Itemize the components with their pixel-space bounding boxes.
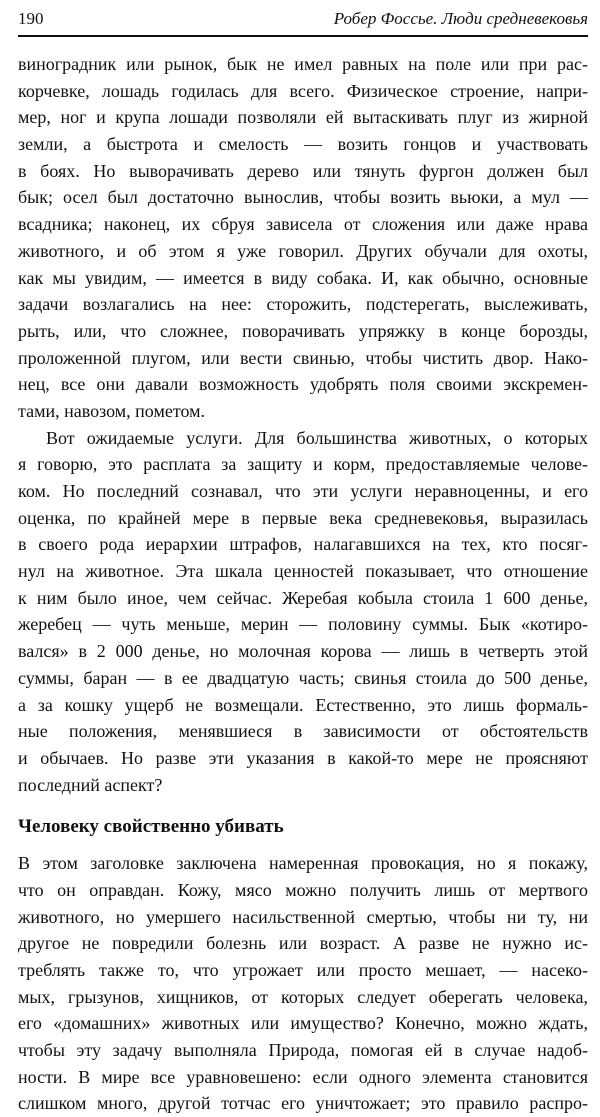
text-line: как мы увидим, — имеется в виду собака. И, как обычно, основные [18,267,588,288]
text-line: земли, а быстрота и смелость — возить гонцов и участвовать [18,134,588,155]
text-line: мер, ног и крупа лошади позволяли ей вытаскивать плуг из жирной [18,107,588,128]
text-line: ные положения, менявшиеся в зависимости от обстоятельств [18,721,588,742]
section-heading: Человеку свойственно убивать [18,816,284,838]
text-line: нец, все они давали возможность удобрять поля своими экскремен- [18,374,588,395]
text-line: животного, и об этом я уже говорил. Других обучали для охоты, [18,240,588,261]
text-line: в своего рода иерархии штрафов, налагавшихся на тех, кто посяг- [18,534,588,555]
text-line: Вот ожидаемые услуги. Для большинства животных, о которых [46,427,588,448]
text-line: ности. В мире все уравновешено: если одного элемента становится [18,1066,588,1087]
paragraph [18,51,588,425]
text-line: проложенной плугом, или вести свинью, чтобы чистить двор. Нако- [18,347,588,368]
text-line: к ним было иное, чем сейчас. Жеребая кобыла стоила 1 600 денье, [18,587,588,608]
page-body [18,51,588,1117]
text-line: в боях. Но выворачивать дерево или тянуть фургон должен был [18,160,588,181]
text-line: треблять также то, что угрожает или просто мешает, — насеко- [18,960,588,980]
page-number: 190 [18,9,44,28]
text-line: жеребец — чуть меньше, мерин — половину суммы. Бык «котиро- [18,614,588,635]
text-line: ком. Но последний сознавал, что эти услуги неравноценны, и его [18,481,588,501]
text-line: рыть, или, что сложнее, поворачивать упряжку в конце борозды, [18,320,588,341]
text-line: нул на животное. Эта шкала ценностей показывает, что отношение [18,561,588,582]
paragraph [18,850,588,1117]
text-line: бык; осел был достаточно вынослив, чтобы возить вьюки, а мул — [18,187,588,208]
text-line: последний аспект? [18,774,163,795]
running-title: Робер Фоссье. Люди средневековья [333,9,588,28]
text-line: я говорю, это расплата за защиту и корм, предоставляемые челове- [18,454,588,475]
text-line: и обычаев. Но разве эти указания в какой-то мере не проясняют [18,747,588,768]
text-line: виноградник или рынок, бык не имел равных на поле или при рас- [18,54,588,74]
text-line: В этом заголовке заключена намеренная провокация, но я покажу, [18,853,588,874]
text-line: что он оправдан. Кожу, мясо можно получить лишь от мертвого [18,879,588,900]
text-line: чтобы эту задачу выполняла Природа, помогая ей в случае надоб- [18,1040,588,1061]
text-line: оценка, по крайней мере в первые века средневековья, выразилась [18,507,588,528]
text-line: мых, грызунов, хищников, от которых следует оберегать человека, [18,986,588,1007]
text-line: слишком много, другой тотчас его уничтожает; это правило распро- [18,1093,588,1114]
text-line: другое не повредили болезнь или возраст. А разве не нужно ис- [18,933,588,954]
text-line: а за кошку ущерб не возмещали. Естественно, это лишь формаль- [18,694,588,715]
text-line: вался» в 2 000 денье, но молочная корова — лишь в четверть этой [18,641,588,662]
text-line: его «домашних» животных или имущество? Конечно, можно ждать, [18,1013,588,1034]
text-line: суммы, баран — в ее двадцатую часть; свинья стоила до 500 денье, [18,667,588,688]
text-line: корчевке, лошадь годилась для всего. Физическое строение, напри- [18,80,588,101]
running-header [18,8,588,37]
book-page [18,8,588,1114]
text-line: животного, но умершего насильственной смертью, чтобы ни ту, ни [18,906,588,927]
text-line: тами, навозом, пометом. [18,400,205,421]
paragraph [18,425,588,799]
text-line: задачи возлагались на нее: сторожить, подстерегать, выслеживать, [18,294,588,315]
text-line: всадника; наконец, их сбруя зависела от сложения или даже нрава [18,214,588,235]
